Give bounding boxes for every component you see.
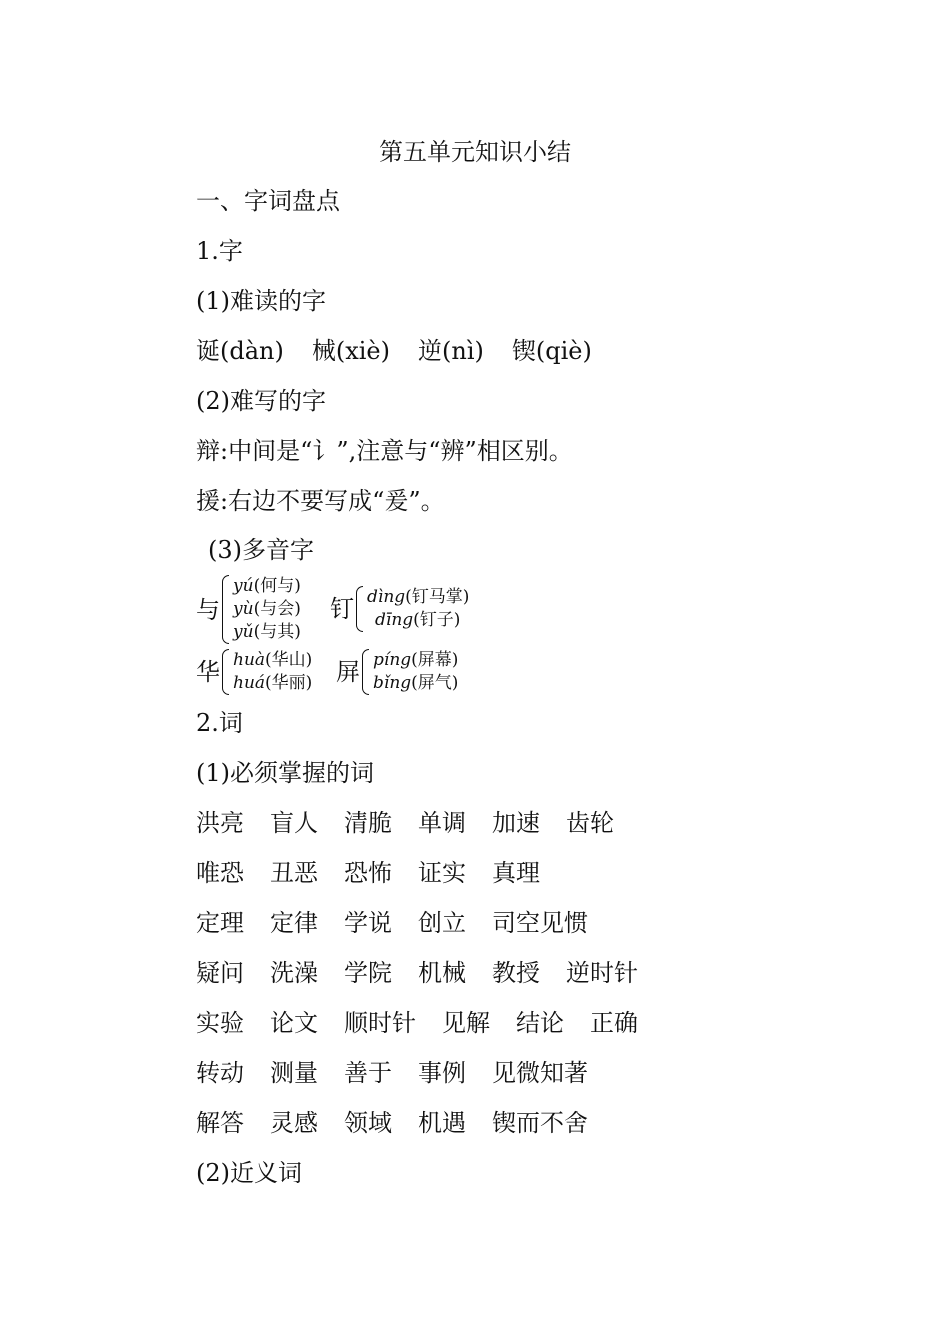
brace: [222, 575, 229, 644]
polyphone-reading: huà(华山): [233, 650, 313, 670]
word-row: [196, 905, 588, 941]
word-row: [196, 855, 540, 891]
word-row: [196, 955, 638, 991]
vocab-word: 锲而不舍: [492, 1109, 588, 1137]
vocab-word: 真理: [492, 859, 540, 887]
word-row: [196, 1005, 638, 1041]
brace: [356, 586, 363, 632]
polyphone-char: 钉: [330, 595, 354, 623]
vocab-word: 齿轮: [566, 809, 614, 837]
page-title: 第五单元知识小结: [379, 138, 571, 166]
polyphone-reading: huá(华丽): [233, 673, 313, 693]
vocab-word: 机遇: [418, 1109, 466, 1137]
vocab-word: 结论: [516, 1009, 564, 1037]
polyphone-char: 与: [196, 595, 220, 624]
vocab-word: 司空见惯: [492, 909, 588, 937]
word-row: [196, 1055, 588, 1091]
vocab-word: 善于: [344, 1059, 392, 1087]
vocab-word: 逆时针: [566, 959, 638, 987]
vocab-word: 定理: [196, 909, 244, 937]
hard-write-note: 援:右边不要写成“爰”。: [196, 487, 445, 515]
subheading-characters: 1.字: [196, 237, 243, 265]
hard-read-item: 锲(qiè): [511, 337, 592, 365]
vocab-word: 实验: [196, 1009, 244, 1037]
vocab-word: 事例: [418, 1059, 466, 1087]
vocab-word: 领域: [344, 1109, 392, 1137]
polyphone-reading: píng(屏幕): [373, 650, 459, 670]
polyphone-char: 华: [196, 658, 220, 686]
word-row: [196, 805, 614, 841]
vocab-word: 盲人: [270, 809, 318, 837]
vocab-word: 洪亮: [196, 809, 244, 837]
vocab-word: 定律: [270, 909, 318, 937]
vocab-word: 顺时针: [344, 1009, 416, 1037]
vocab-word: 转动: [196, 1059, 244, 1087]
subheading-words: 2.词: [196, 709, 243, 737]
subheading-must-know-words: (1)必须掌握的词: [196, 759, 374, 787]
vocab-word: 机械: [418, 959, 466, 987]
vocab-word: 见微知著: [492, 1059, 588, 1087]
vocab-word: 创立: [418, 909, 466, 937]
polyphone-yu: [196, 575, 301, 644]
vocab-word: 恐怖: [344, 859, 392, 887]
vocab-word: 疑问: [196, 959, 244, 987]
subheading-hard-to-read: (1)难读的字: [196, 287, 326, 315]
vocab-word: 学院: [344, 959, 392, 987]
vocab-word: 教授: [492, 959, 540, 987]
hard-write-note: 辩:中间是“讠”,注意与“辨”相区别。: [196, 437, 573, 465]
vocab-word: 学说: [344, 909, 392, 937]
vocab-word: 唯恐: [196, 859, 244, 887]
vocab-word: 解答: [196, 1109, 244, 1137]
brace: [222, 649, 229, 695]
polyphone-reading: yú(何与): [233, 576, 301, 596]
vocab-word: 证实: [418, 859, 466, 887]
subheading-polyphones: (3)多音字: [208, 536, 314, 564]
polyphone-reading: dīng(钉子): [375, 610, 461, 630]
hard-read-item: 械(xiè): [311, 337, 390, 365]
polyphone-reading: yǔ(与其): [233, 622, 301, 642]
section-heading-word-review: 一、字词盘点: [196, 187, 340, 215]
hard-read-item: 诞(dàn): [196, 337, 284, 365]
subheading-hard-to-write: (2)难写的字: [196, 387, 326, 415]
polyphone-reading: bǐng(屏气): [373, 673, 459, 693]
polyphone-hua: [196, 649, 312, 695]
vocab-word: 见解: [442, 1009, 490, 1037]
polyphone-char: 屏: [336, 658, 360, 686]
polyphone-reading: dìng(钉马掌): [367, 587, 470, 607]
word-row: [196, 1105, 588, 1141]
vocab-word: 清脆: [344, 809, 392, 837]
vocab-word: 正确: [590, 1009, 638, 1037]
vocab-word: 丑恶: [270, 859, 318, 887]
brace: [362, 649, 369, 695]
vocab-word: 灵感: [270, 1109, 318, 1137]
vocab-word: 论文: [270, 1009, 318, 1037]
vocab-word: 测量: [270, 1059, 318, 1087]
hard-read-item: 逆(nì): [418, 337, 484, 365]
subheading-synonyms: (2)近义词: [196, 1159, 302, 1187]
polyphone-reading: yù(与会): [233, 599, 301, 619]
polyphone-ding: [330, 586, 469, 632]
vocab-word: 洗澡: [270, 959, 318, 987]
vocab-word: 加速: [492, 809, 540, 837]
vocab-word: 单调: [418, 809, 466, 837]
hard-read-list: [196, 333, 592, 369]
polyphone-ping: [336, 649, 458, 695]
